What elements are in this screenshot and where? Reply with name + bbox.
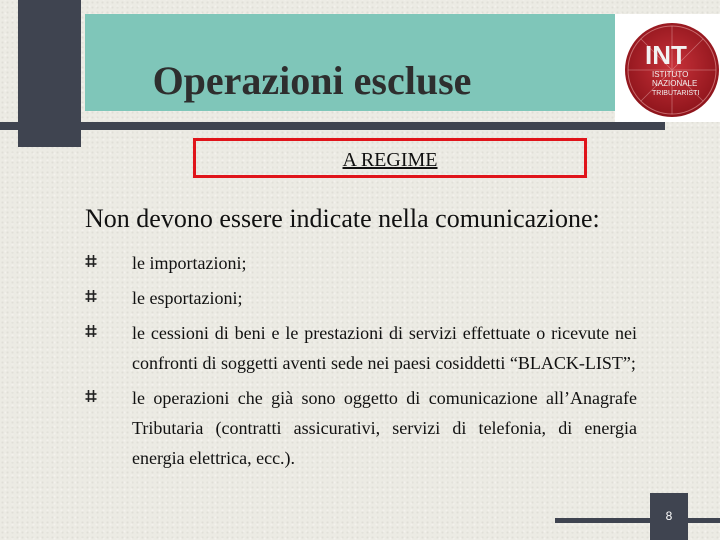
bullet-text: le operazioni che già sono oggetto di comunicazione all’Anagrafe Tributaria (contratti assicurativi, servizi di telefonia, di energia energia elettrica, ecc.). xyxy=(132,388,637,468)
int-logo xyxy=(615,14,720,122)
slide-title: Operazioni escluse xyxy=(152,58,472,103)
title-divider xyxy=(0,122,665,130)
bullet-item xyxy=(85,383,637,473)
page-number: 8 xyxy=(650,493,688,540)
logo-line-3: TRIBUTARISTI xyxy=(652,90,700,97)
bullet-item xyxy=(85,318,637,378)
int-logo-icon xyxy=(615,14,720,122)
bullet-item xyxy=(85,248,637,278)
bullet-item xyxy=(85,283,637,313)
footer-divider xyxy=(555,518,720,523)
bullet-text: le importazioni; xyxy=(132,253,247,273)
bullet-list xyxy=(85,248,637,473)
subtitle: A REGIME xyxy=(342,149,438,171)
hash-bullet-icon xyxy=(85,324,97,338)
hash-bullet-icon xyxy=(85,389,97,403)
intro-text: Non devono essere indicate nella comunicazione: xyxy=(85,204,600,233)
bullet-text: le esportazioni; xyxy=(132,288,243,308)
logo-line-1: ISTITUTO xyxy=(652,70,689,79)
bullet-text: le cessioni di beni e le prestazioni di servizi effettuate o ricevute nei confronti di soggetti aventi sede nei paesi cosiddetti “BLACK-LIST”; xyxy=(132,323,637,373)
logo-line-2: NAZIONALE xyxy=(652,79,698,88)
subtitle-box xyxy=(193,138,587,178)
logo-short: INT xyxy=(645,40,687,70)
hash-bullet-icon xyxy=(85,254,97,268)
hash-bullet-icon xyxy=(85,289,97,303)
